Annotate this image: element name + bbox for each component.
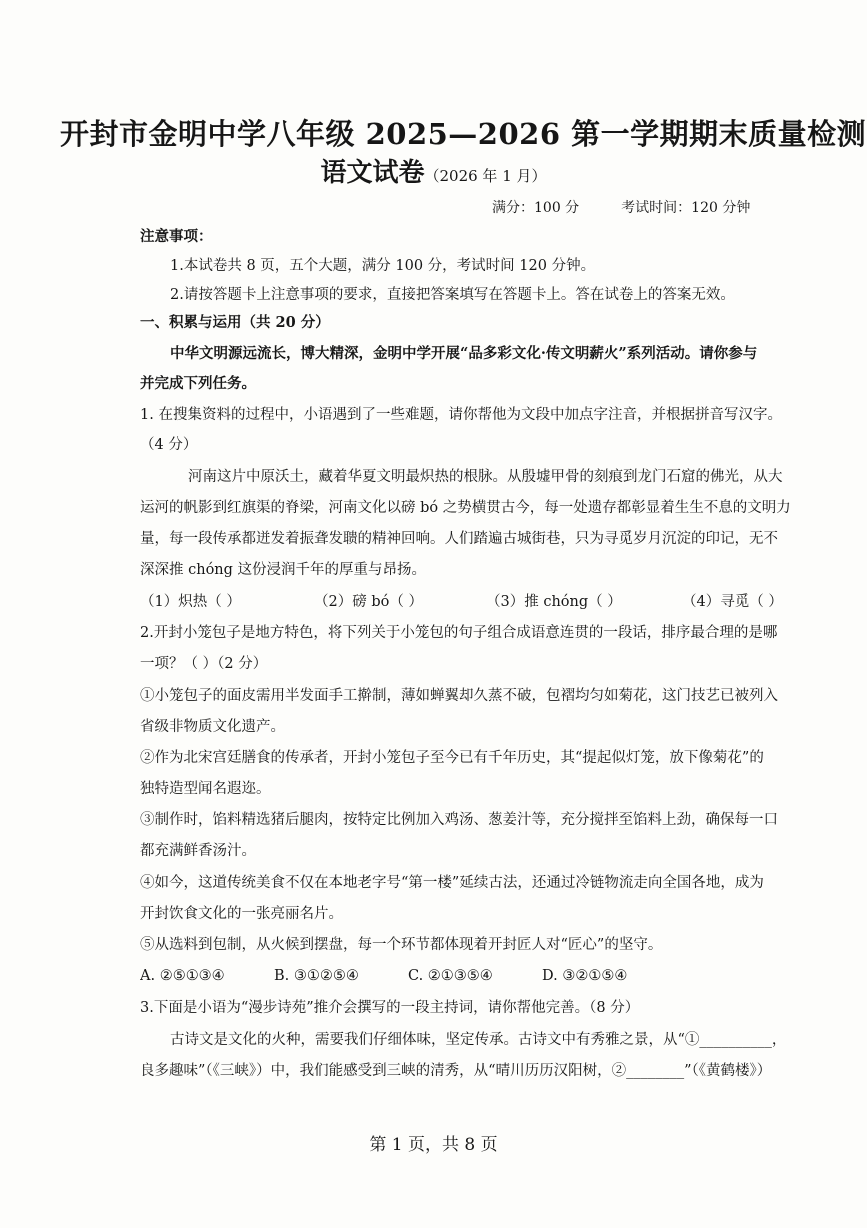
q3-passage-line-1: 古诗文是文化的火种，需要我们仔细体味，坚定传承。古诗文中有秀雅之景，从“①__________，: [170, 1032, 787, 1048]
q3-line-1: 3.下面是小语为“漫步诗苑”推介会撰写的一段主持词，请你帮他完善。（8 分）: [140, 1000, 640, 1016]
q2-options: [140, 966, 852, 986]
q2-sentence-5: ⑤从选料到包制，从火候到摆盘，每一个环节都体现着开封匠人对“匠心”的坚守。: [140, 937, 663, 953]
notice-item-1: 1.本试卷共 8 页，五个大题，满分 100 分，考试时间 120 分钟。: [170, 258, 596, 274]
q2-option-b: B. ③①②⑤④: [274, 968, 359, 984]
section-intro-line-1: 中华文明源远流长，博大精深，金明中学开展“品多彩文化·传文明薪火”系列活动。请你参与: [170, 345, 758, 362]
q2-line-2: 一项？（ ）（2 分）: [140, 656, 268, 672]
section-intro-line-2: 并完成下列任务。: [140, 375, 256, 392]
notice-item-2: 2.请按答题卡上注意事项的要求，直接把答案填写在答题卡上。答在试卷上的答案无效。: [170, 287, 735, 303]
q2-sentence-2-line-1: ②作为北宋宫廷膳食的传承者，开封小笼包子至今已有千年历史，其“提起似灯笼，放下像菊花”的: [140, 750, 764, 766]
q1-passage-line-2: 运河的帆影到红旗渠的脊梁，河南文化以磅 bó 之势横贯古今，每一处遗存都彰显着生生不息的文明力: [140, 500, 791, 516]
q2-option-c: C. ②①③⑤④: [408, 968, 493, 984]
exam-time: 考试时间：120 分钟: [621, 200, 751, 216]
section-heading: 一、积累与运用（共 20 分）: [140, 314, 330, 331]
exam-subtitle: [0, 152, 867, 189]
subject-title: 语文试卷: [320, 158, 425, 188]
q2-sentence-1-line-1: ①小笼包子的面皮需用半发面手工擀制，薄如蝉翼却久蒸不破，包褶均匀如菊花，这门技艺已被列入: [140, 688, 778, 704]
q2-line-1: 2.开封小笼包子是地方特色，将下列关于小笼包的句子组合成语意连贯的一段话，排序最合理的是哪: [140, 625, 778, 641]
full-marks: 满分：100 分: [492, 200, 580, 216]
q1-passage-line-4: 深深推 chóng 这份浸润千年的厚重与昂扬。: [140, 562, 427, 578]
q1-passage-line-3: 量，每一段传承都迸发着振聋发聩的精神回响。人们踏遍古城街巷，只为寻觅岁月沉淀的印记，无不: [140, 531, 778, 547]
q3-passage-line-2: 良多趣味”（《三峡》）中，我们能感受到三峡的清秀，从“晴川历历汉阳树，②________”（《黄鹤楼》）: [140, 1063, 772, 1079]
q2-sentence-4-line-1: ④如今，这道传统美食不仅在本地老字号“第一楼”延续古法，还通过冷链物流走向全国各地，成为: [140, 875, 764, 891]
q2-option-a: A. ②⑤①③④: [140, 968, 225, 984]
exam-title: 开封市金明中学八年级 2025—2026 第一学期期末质量检测: [60, 117, 867, 151]
q1-options: [140, 592, 852, 612]
q2-sentence-3-line-1: ③制作时，馅料精选猪后腿肉，按特定比例加入鸡汤、葱姜汁等，充分搅拌至馅料上劲，确保每一口: [140, 812, 778, 828]
q2-sentence-4-line-2: 开封饮食文化的一张亮丽名片。: [140, 906, 343, 922]
exam-date: （2026 年 1 月）: [424, 167, 547, 185]
q1-option-3: （3）推 chóng（ ）: [486, 594, 622, 610]
exam-meta: [492, 197, 750, 217]
q1-line-2: （4 分）: [140, 437, 198, 453]
q2-option-d: D. ③②①⑤④: [542, 968, 628, 984]
q2-sentence-3-line-2: 都充满鲜香汤汁。: [140, 843, 256, 859]
q2-sentence-2-line-2: 独特造型闻名遐迩。: [140, 781, 271, 797]
q1-passage-line-1: 河南这片中原沃土，藏着华夏文明最炽热的根脉。从殷墟甲骨的刻痕到龙门石窟的佛光，从大: [188, 469, 783, 485]
q1-option-1: （1）炽热（ ）: [140, 594, 241, 610]
q1-option-4: （4）寻觅（ ）: [682, 594, 783, 610]
page-footer: 第 1 页，共 8 页: [369, 1135, 498, 1155]
q1-line-1: 1. 在搜集资料的过程中，小语遇到了一些难题，请你帮他为文段中加点字注音，并根据拼音写汉字。: [140, 407, 782, 423]
q1-option-2: （2）磅 bó（ ）: [314, 594, 423, 610]
notice-heading: 注意事项：: [140, 228, 213, 245]
q2-sentence-1-line-2: 省级非物质文化遗产。: [140, 719, 285, 735]
